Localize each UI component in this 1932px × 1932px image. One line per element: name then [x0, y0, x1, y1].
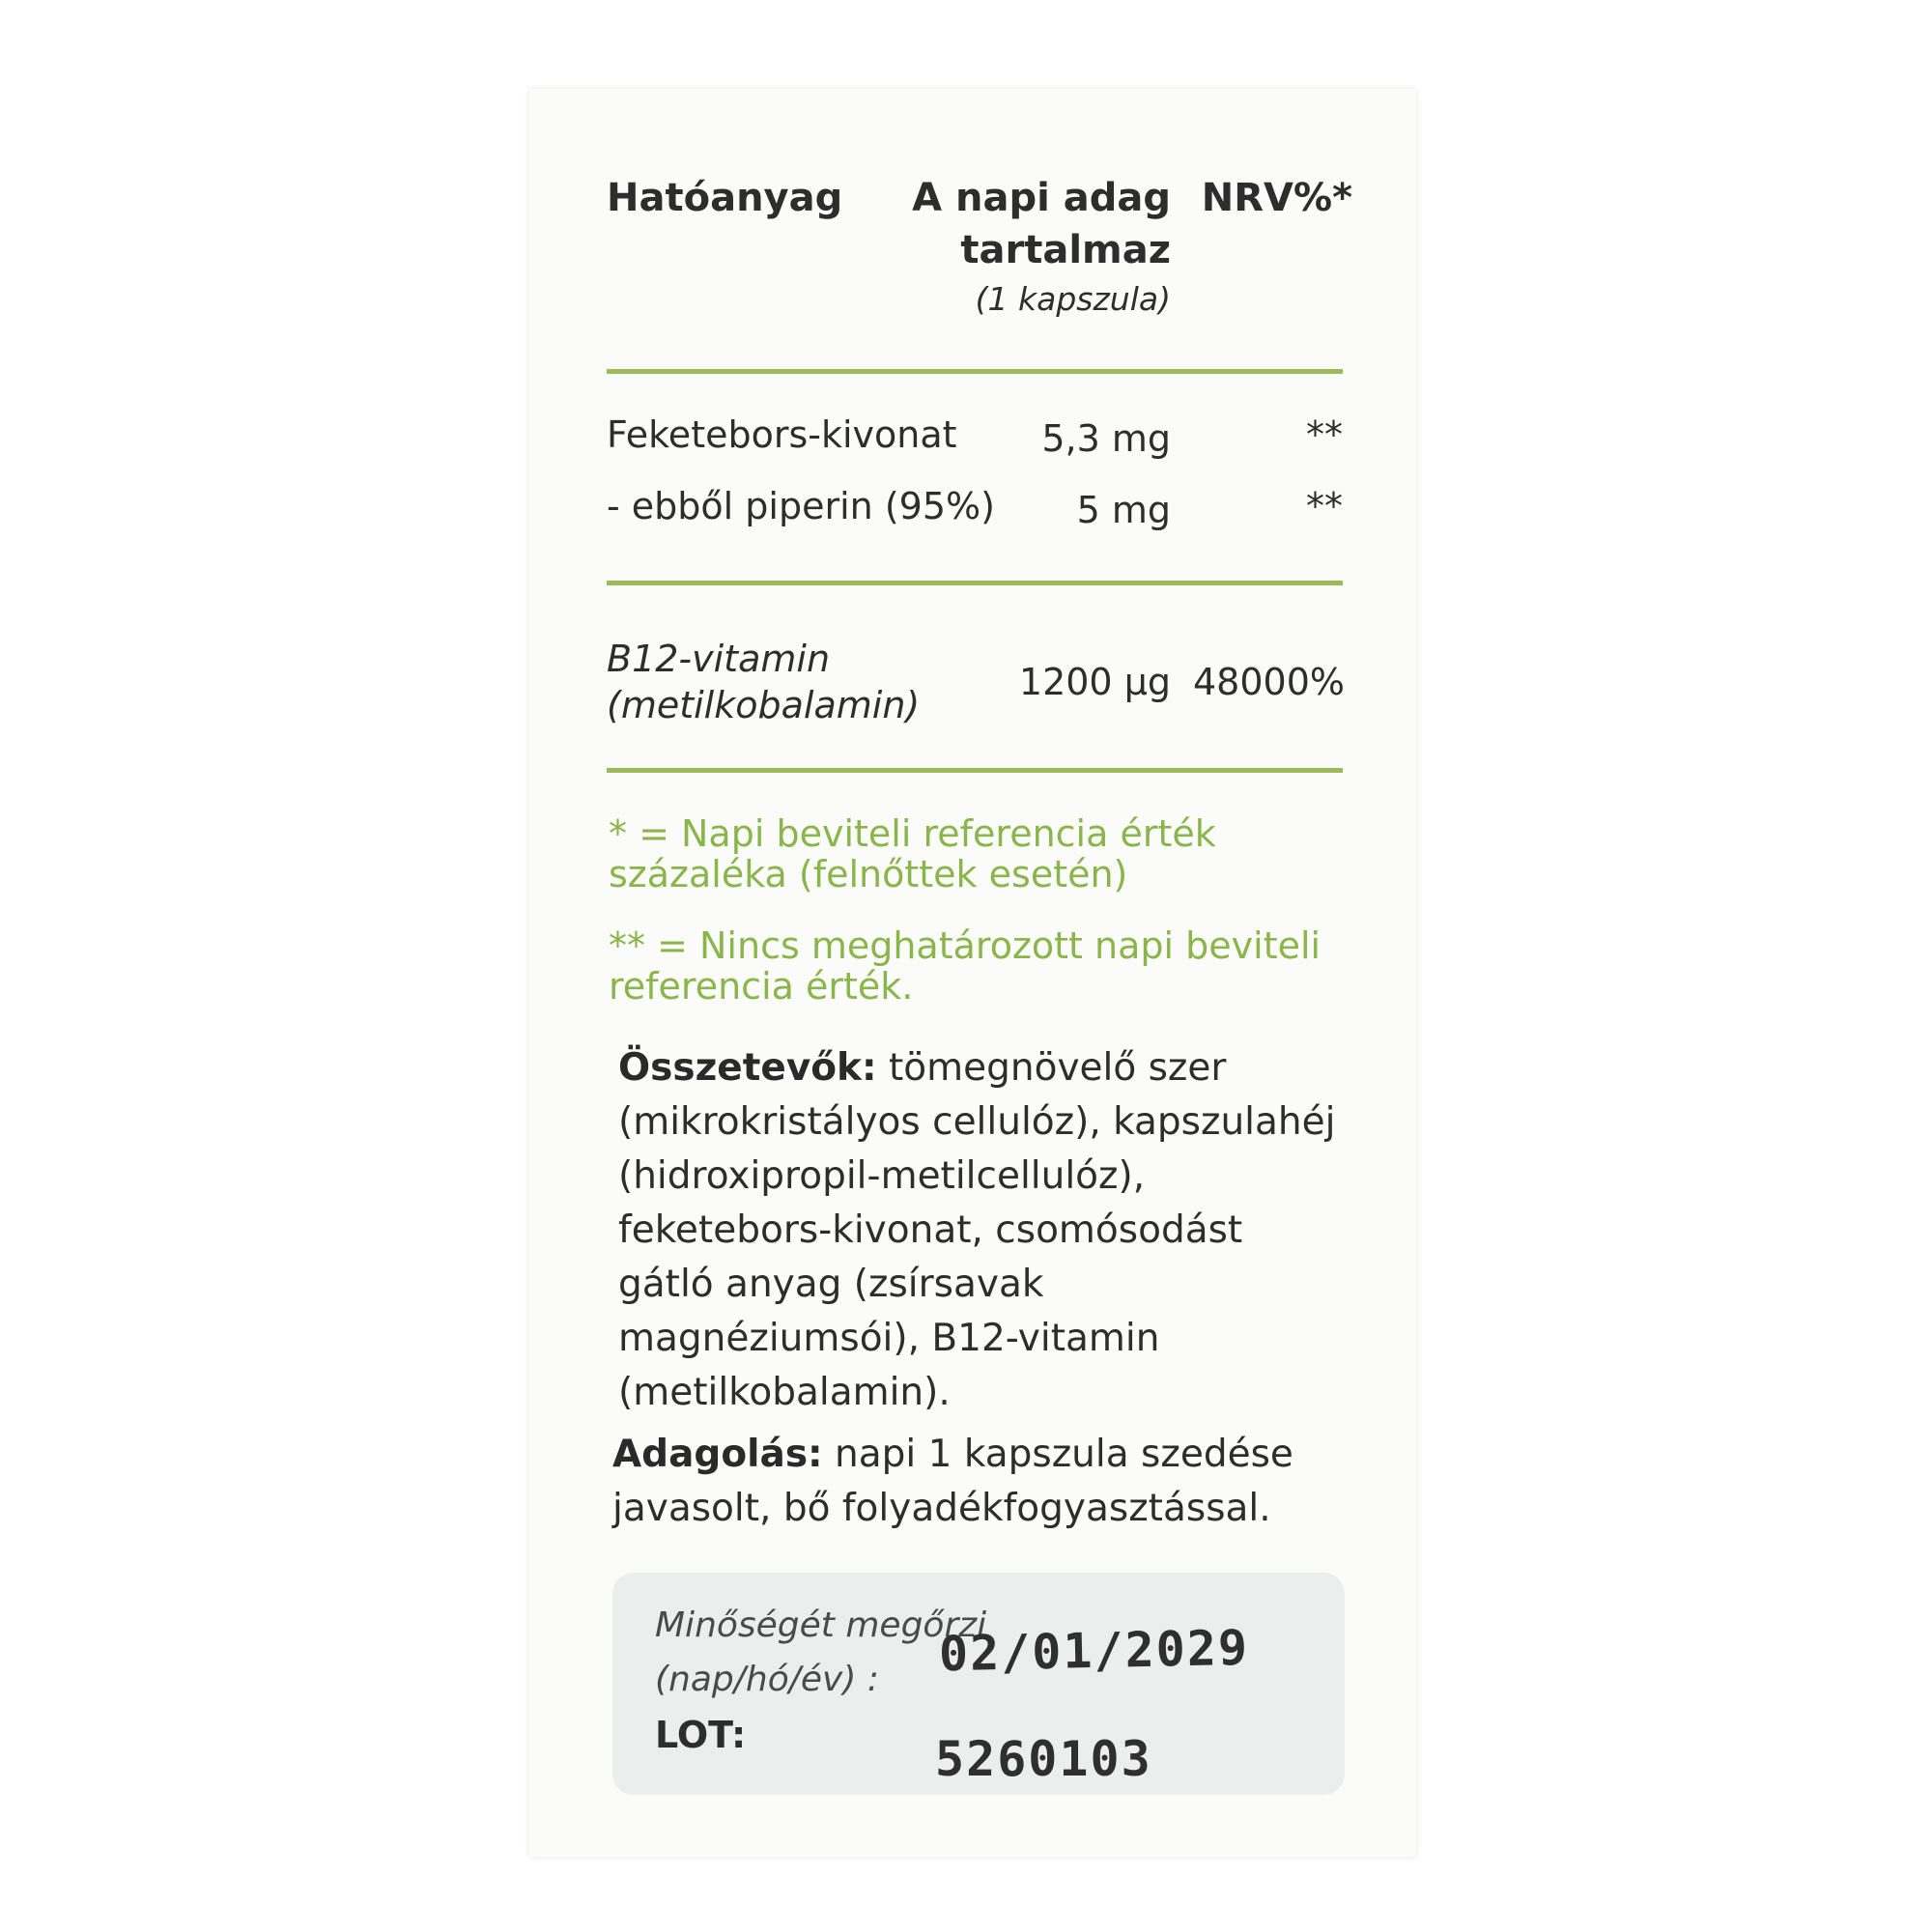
- header-daily-line1: A napi adag: [912, 176, 1171, 220]
- lot-label: LOT:: [655, 1714, 747, 1756]
- ingredients-paragraph: [618, 1041, 1345, 1420]
- table-row-name-line2: (metilkobalamin): [607, 684, 921, 726]
- table-row-name-line1: B12-vitamin: [607, 638, 831, 680]
- table-row-amount: 1200 µg: [1018, 661, 1171, 703]
- dosage-paragraph: [612, 1428, 1339, 1536]
- table-row-nrv: 48000%: [1193, 661, 1345, 703]
- table-row-amount: 5,3 mg: [1041, 417, 1171, 460]
- best-before-label: Minőségét megőrzi: [655, 1605, 987, 1645]
- header-daily-sub: (1 kapszula): [975, 280, 1171, 318]
- table-divider-2: [607, 581, 1343, 585]
- best-before-format: (nap/hó/év) :: [655, 1660, 879, 1699]
- note-nrv-percent: * = Napi beviteli referencia érték százaléka (felnőttek esetén): [609, 812, 1216, 895]
- table-row-nrv: **: [1306, 413, 1343, 456]
- ingredients-text: tömegnövelő szer (mikrokristályos cellulóz), kapszulahéj (hidroxipropil-metilcellulóz), feketebors-kivonat, csomósodást gátló anyag (zsírsavak magnéziumsói), B12-vitamin (metilkobalamin).: [618, 1046, 1336, 1414]
- ingredients-label: Összetevők:: [618, 1046, 877, 1090]
- table-divider-3: [607, 768, 1343, 773]
- best-before-date: 02/01/2029: [938, 1619, 1250, 1683]
- table-row-name: Feketebors-kivonat: [607, 413, 957, 456]
- table-divider-1: [607, 369, 1343, 374]
- table-row-name: [607, 636, 920, 728]
- header-ingredient: Hatóanyag: [607, 176, 843, 220]
- table-row-nrv: **: [1306, 485, 1343, 527]
- table-row-amount: 5 mg: [1076, 489, 1171, 531]
- header-daily-line2: tartalmaz: [960, 228, 1171, 272]
- header-daily-dose: [869, 172, 1171, 276]
- header-nrv: NRV%*: [1201, 176, 1352, 220]
- table-row-name: - ebből piperin (95%): [607, 485, 995, 527]
- note-no-nrv: ** = Nincs meghatározott napi beviteli referencia érték.: [609, 924, 1321, 1008]
- dosage-text: napi 1 kapszula szedése javasolt, bő folyadékfogyasztással.: [612, 1433, 1293, 1530]
- dosage-label: Adagolás:: [612, 1433, 823, 1476]
- lot-number: 5260103: [935, 1731, 1152, 1787]
